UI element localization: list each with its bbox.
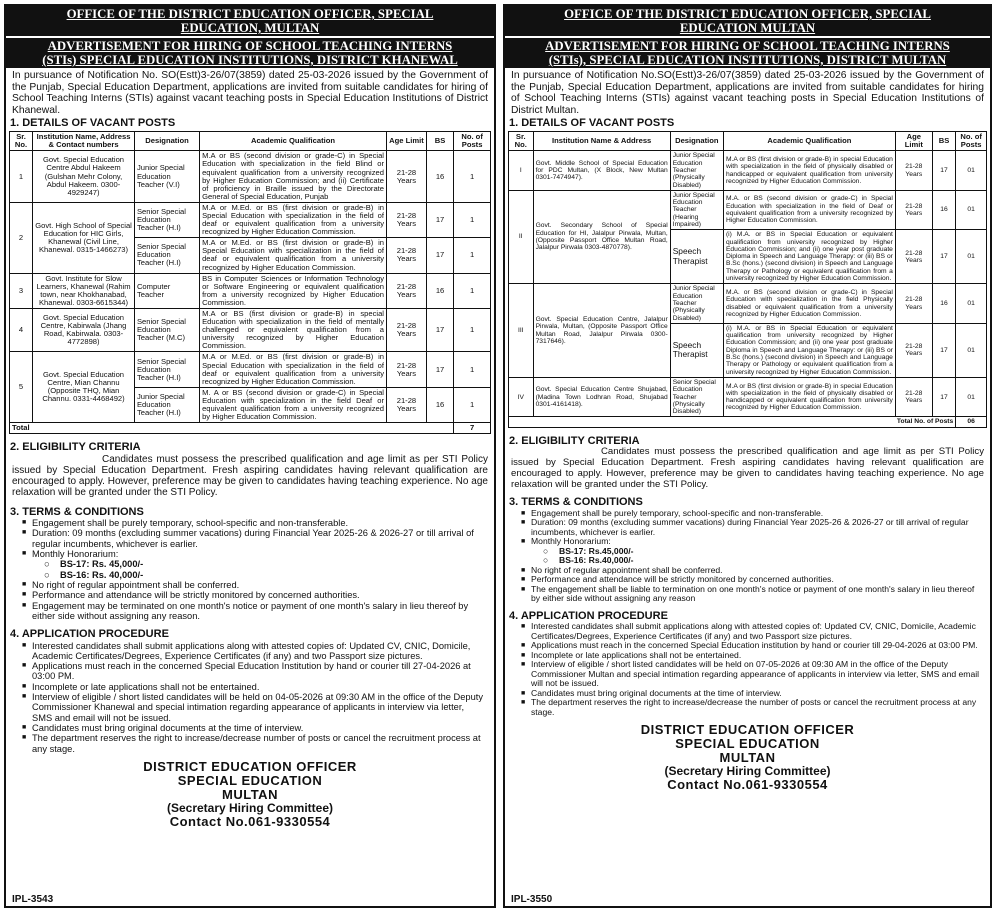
- terms-item: ■ Engagement may be terminated on one month's notice or payment of one month's salary in lieu thereof by either side without assigning any reason.: [32, 601, 486, 622]
- honorarium-label: Monthly Honorarium:: [32, 549, 119, 560]
- application-list: [6, 641, 494, 754]
- qualification-cell: M.A or BS (first division or grade-B) in special Education with specialization in the field of physically disabled or handicapped or equivalent qualification from university recognized by Higher Education Commission.: [723, 151, 895, 190]
- column-header: No. of Posts: [454, 131, 491, 151]
- qualification-cell: (i) M.A. or BS in Special Education or equivalent qualification from university recognized by Higher Education Commission; and (ii) one year post graduate Diploma in Speech and Language Therapy: or (iii) BS or B.Sc (hons.) (second division) in Speech and Language Therapy or Pathology or equivalent qualification from a university recognized by Higher Education Commission.: [723, 230, 895, 284]
- bs-cell: 17: [932, 151, 956, 190]
- table-row: [10, 273, 491, 308]
- application-heading: 4. APPLICATION PROCEDURE: [10, 628, 169, 641]
- column-header: Age Limit: [387, 131, 427, 151]
- posts-cell: 1: [454, 352, 491, 387]
- posts-cell: 1: [454, 202, 491, 237]
- institution-cell: Govt. Special Education Centre, Jalalpur Pirwala, Multan, (Opposite Passport Office Multan Road, Jalalpur Pirwala 0300-7317646).: [533, 284, 670, 378]
- vacant-posts-heading: 1. DETAILS OF VACANT POSTS: [10, 117, 176, 129]
- institution-cell: Govt. Special Education Centre Abdul Hakeem (Gulshan Mehr Colony, Abdul Hakeem. 0300-4929247): [33, 151, 135, 203]
- column-header: Designation: [134, 131, 199, 151]
- age-limit-cell: 21-28 Years: [895, 323, 932, 377]
- qualification-cell: M.A or M.Ed. or BS (first division or grade-B) in Special Education with specialization in the field of deaf or equivalent qualification from a university recognized by Higher Education Commission.: [200, 202, 387, 237]
- bs-cell: 17: [932, 323, 956, 377]
- table-row: [509, 377, 987, 416]
- terms-item: [32, 549, 486, 580]
- age-limit-cell: 21-28 Years: [895, 230, 932, 284]
- age-limit-cell: 21-28 Years: [387, 273, 427, 308]
- age-limit-cell: 21-28 Years: [387, 387, 427, 422]
- table-row: [10, 151, 491, 203]
- application-heading: 4. APPLICATION PROCEDURE: [509, 609, 668, 622]
- ipl-code: IPL-3543: [12, 894, 54, 905]
- serial-number: I: [509, 151, 534, 190]
- qualification-cell: (i) M.A. or BS in Special Education or equivalent qualification from university recognized by Higher Education Commission; and (ii) one year post graduate Diploma in Speech and Language Therapy: or (iii) BS or B.Sc (hons.) (second division) in Speech and Language Therapy or Pathology or equivalent qualification from a university recognized by Higher Education Commission.: [723, 323, 895, 377]
- table-row: [509, 151, 987, 190]
- terms-item: ■ No right of regular appointment shall be conferred.: [32, 580, 486, 590]
- signature-line: (Secretary Hiring Committee): [166, 800, 334, 815]
- posts-cell: 01: [956, 323, 987, 377]
- posts-cell: 1: [454, 309, 491, 352]
- serial-number: III: [509, 284, 534, 378]
- institution-cell: Govt. High School of Special Education for HIC Girls, Khanewal (Civil Line, Khanewal. 0315-1466273): [33, 202, 135, 273]
- serial-number: 3: [10, 273, 33, 308]
- ipl-code: IPL-3550: [511, 894, 553, 905]
- qualification-cell: M.A. or BS (second division or grade-C) in Special Education with specialization in the field Physically disabled or equivalent qualification from a university recognized by Higher Education Commission.: [723, 284, 895, 323]
- serial-number: IV: [509, 377, 534, 416]
- eligibility-text: Candidates must possess the prescribed qualification and age limit as per STI Policy issued by Special Education Department. Fresh aspiring candidates having relevant qualification are encouraged to apply. However, preference may be given to candidates having teaching experience. No age relaxation will be granted under the STI Policy.: [511, 446, 984, 490]
- application-item: ■ The department reserves the right to increase/decrease the number of posts or cancel the recruitment process at any stage.: [531, 698, 982, 717]
- designation-cell: Senior Special Education Teacher (M.C): [134, 309, 199, 352]
- honorarium-item: ○ BS-16: Rs.40,000/-: [559, 556, 982, 566]
- terms-list: [6, 518, 494, 621]
- table-total-row: [10, 423, 491, 434]
- institution-cell: Govt. Institute for Slow Learners, Khanewal (Rahim town, near Khokhanabad, Khanewal. 0303-6615344): [33, 273, 135, 308]
- terms-item: ■ Performance and attendance will be strictly monitored by concerned authorities.: [32, 590, 486, 600]
- honorarium-item: ○ BS-17: Rs.45,000/-: [559, 547, 982, 557]
- application-item: ■ Interested candidates shall submit applications along with attested copies of: Updated CV, CNIC, Domicile, Academic Certificates/Degrees, Experience Certificates (if any) and two Passport size pictures.: [32, 641, 486, 662]
- application-item: ■ Candidates must bring original documents at the time of interview.: [531, 689, 982, 699]
- designation-cell: Junior Special Education Teacher (Physically Disabled): [670, 284, 723, 323]
- column-header: BS: [932, 131, 956, 151]
- designation-cell: Senior Special Education Teacher (Physically Disabled): [670, 377, 723, 416]
- bs-cell: 16: [426, 151, 453, 203]
- application-item: ■ Interested candidates shall submit applications along with attested copies of: Updated CV, CNIC, Domicile, Academic Certificates/Degrees, Experience Certificates (if any) and two Passport size pictures.: [531, 622, 982, 641]
- terms-heading: 3. TERMS & CONDITIONS: [10, 505, 144, 518]
- designation-cell: Senior Special Education Teacher (H.I): [134, 352, 199, 387]
- application-item: ■ Incomplete or late applications shall not be entertained.: [32, 682, 486, 692]
- application-item: ■ Applications must reach in the concerned Special Education Institution by hand or courier till 27-04-2026 at 03:00 PM.: [32, 661, 486, 682]
- serial-number: 5: [10, 352, 33, 423]
- terms-heading: 3. TERMS & CONDITIONS: [509, 496, 643, 509]
- posts-cell: 1: [454, 273, 491, 308]
- intro-paragraph: In pursuance of Notification No.SO(Estt)3-26/07(3859) dated 25-03-2026 issued by the Government of the Punjab, Special Education Department, applications are invited from suitable candidates for hiring of School Teaching Interns (STIs) against vacant teaching posts in Special Education Institutions of District Multan.: [511, 70, 984, 116]
- column-header: No. of Posts: [956, 131, 987, 151]
- terms-item: ■ Duration: 09 months (excluding summer vacations) during Financial Year 2025-26 & 2026-27 or till arrival of regular incumbents, whichever is earlier.: [32, 528, 486, 549]
- table-row: [509, 190, 987, 229]
- qualification-cell: M.A. or BS (second division or grade-C) in Special Education with specialization in the field of Deaf or equivalent qualification from a university recognized by Higher Education Commission.: [723, 190, 895, 229]
- office-header: [6, 6, 494, 36]
- vacant-posts-table: [508, 131, 987, 428]
- institution-cell: Govt. Special Education Centre Shujabad, (Madina Town Lodhran Road, Shujabad 0301-4161418).: [533, 377, 670, 416]
- application-item: ■ Applications must reach in the concerned Special Education institution by hand or courier till 29-04-2026 at 03:00 PM.: [531, 641, 982, 651]
- qualification-cell: M.A or M.Ed. or BS (first division or grade-B) in Special Education with specialization in the field of deaf or equivalent qualification from a university recognized by Higher Education Commission.: [200, 352, 387, 387]
- serial-number: 1: [10, 151, 33, 203]
- serial-number: 4: [10, 309, 33, 352]
- column-header: Age Limit: [895, 131, 932, 151]
- designation-cell: Speech Therapist: [670, 230, 723, 284]
- bs-cell: 16: [426, 273, 453, 308]
- age-limit-cell: 21-28 Years: [387, 309, 427, 352]
- terms-item: ■ No right of regular appointment shall be conferred.: [531, 566, 982, 576]
- total-value: 06: [956, 417, 987, 427]
- signature-block: [6, 760, 494, 829]
- designation-cell: Junior Special Education Teacher (Hearing Impaired): [670, 190, 723, 229]
- advertisement-title: [6, 38, 494, 68]
- qualification-cell: M.A or BS (first division or grade-B) in special Education with specialization in the field of mentally challenged or equivalent qualification from a university recognized by Higher Education Commission.: [200, 309, 387, 352]
- signature-line: MULTAN: [719, 750, 776, 766]
- posts-cell: 1: [454, 238, 491, 273]
- vacant-posts-heading: 1. DETAILS OF VACANT POSTS: [509, 117, 675, 129]
- advertisement-khanewal: [4, 4, 496, 908]
- table-total-row: [509, 417, 987, 427]
- bs-cell: 17: [932, 230, 956, 284]
- bs-cell: 16: [426, 387, 453, 422]
- advertisement-title-line: ADVERTISEMENT FOR HIRING OF SCHOOL TEACHING INTERNS: [47, 39, 453, 53]
- office-header: [505, 6, 990, 36]
- institution-cell: Govt. Special Education Centre, Mian Channu (Opposite THQ, Mian Channu. 0331-4468492): [33, 352, 135, 423]
- bs-cell: 17: [426, 202, 453, 237]
- column-header: Sr. No.: [10, 131, 33, 151]
- qualification-cell: BS in Computer Sciences or Information Technology or Software Engineering or equivalent qualification from a university recognized by Higher Education Commission.: [200, 273, 387, 308]
- posts-cell: 01: [956, 284, 987, 323]
- age-limit-cell: 21-28 Years: [387, 238, 427, 273]
- advertisement-title: [505, 38, 990, 68]
- age-limit-cell: 21-28 Years: [895, 151, 932, 190]
- column-header: Sr. No.: [509, 131, 534, 151]
- contact-number: Contact No.061-9330554: [169, 813, 331, 829]
- institution-cell: Govt. Middle School of Special Education for PDC Multan, (X Block, New Multan 0301-7474947).: [533, 151, 670, 190]
- bs-cell: 17: [426, 352, 453, 387]
- serial-number: 2: [10, 202, 33, 273]
- table-header-row: [509, 131, 987, 151]
- honorarium-item: ○ BS-16: Rs. 40,000/-: [60, 570, 486, 580]
- posts-cell: 1: [454, 387, 491, 422]
- posts-cell: 01: [956, 190, 987, 229]
- application-item: ■ Candidates must bring original documents at the time of interview.: [32, 723, 486, 733]
- application-item: ■ Interview of eligible / short listed candidates will be held on 04-05-2026 at 09:30 AM in the office of the Deputy Commissioner Khanewal and special intimation regarding appearance of applicants in interview via letter, SMS and email will not be issued.: [32, 692, 486, 723]
- age-limit-cell: 21-28 Years: [895, 190, 932, 229]
- table-row: [10, 202, 491, 237]
- bs-cell: 16: [932, 284, 956, 323]
- age-limit-cell: 21-28 Years: [387, 352, 427, 387]
- bs-cell: 16: [932, 190, 956, 229]
- column-header: Designation: [670, 131, 723, 151]
- advertisement-title-line: (STIs), SPECIAL EDUCATION INSTITUTIONS, DISTRICT MULTAN: [548, 53, 947, 67]
- terms-item: ■ Engagement shall be purely temporary, school-specific and non-transferable.: [32, 518, 486, 528]
- serial-number: II: [509, 190, 534, 284]
- bs-cell: 17: [932, 377, 956, 416]
- column-header: Institution Name & Address: [533, 131, 670, 151]
- institution-cell: Govt. Special Education Centre, Kabirwala (Jhang Road, Kabirwala. 0303-4772898): [33, 309, 135, 352]
- honorarium-item: ○ BS-17: Rs. 45,000/-: [60, 559, 486, 569]
- posts-cell: 01: [956, 377, 987, 416]
- eligibility-heading: 2. ELIGIBILITY CRITERIA: [10, 441, 141, 454]
- signature-line: SPECIAL EDUCATION: [177, 772, 323, 788]
- age-limit-cell: 21-28 Years: [387, 202, 427, 237]
- designation-cell: Senior Special Education Teacher (H.I): [134, 238, 199, 273]
- qualification-cell: M.A or BS (first division or grade-B) in special Education with specialization in the field of physically disabled or handicapped or equivalent qualification from university recognized by Higher Education Commission.: [723, 377, 895, 416]
- column-header: BS: [426, 131, 453, 151]
- designation-cell: Computer Teacher: [134, 273, 199, 308]
- designation-cell: Junior Special Education Teacher (V.I): [134, 151, 199, 203]
- qualification-cell: M.A or BS (second division or grade-C) in Special Education with specialization in the field Blind or equivalent qualification from a university recognized by Higher Education Commission; and (ii) Certificate of proficiency in Braille issued by the Directorate General of Special Education, Punjab: [200, 151, 387, 203]
- age-limit-cell: 21-28 Years: [895, 377, 932, 416]
- honorarium-list: [32, 559, 486, 580]
- table-row: [10, 309, 491, 352]
- table-header-row: [10, 131, 491, 151]
- posts-cell: 01: [956, 230, 987, 284]
- signature-line: SPECIAL EDUCATION: [675, 736, 820, 752]
- terms-item: ■ The engagement shall be liable to termination on one month's notice or payment of one month's salary in lieu thereof by either side without assigning any reason: [531, 585, 982, 604]
- signature-block: [505, 723, 990, 792]
- signature-line: MULTAN: [222, 786, 278, 802]
- posts-cell: 01: [956, 151, 987, 190]
- honorarium-list: [531, 547, 982, 566]
- terms-item: ■ Performance and attendance will be strictly monitored by concerned authorities.: [531, 575, 982, 585]
- vacant-posts-table: [9, 131, 491, 435]
- table-row: [10, 352, 491, 387]
- column-header: Institution Name, Address & Contact numbers: [33, 131, 135, 151]
- honorarium-label: Monthly Honorarium:: [531, 536, 611, 547]
- column-header: Academic Qualification: [200, 131, 387, 151]
- eligibility-heading: 2. ELIGIBILITY CRITERIA: [509, 434, 640, 447]
- bs-cell: 17: [426, 309, 453, 352]
- office-header-line: OFFICE OF THE DISTRICT EDUCATION OFFICER, SPECIAL: [66, 7, 434, 21]
- application-item: ■ The department reserves the right to increase/decrease number of posts or cancel the recruitment process at any stage.: [32, 733, 486, 754]
- designation-cell: Senior Special Education Teacher (H.I): [134, 202, 199, 237]
- age-limit-cell: 21-28 Years: [895, 284, 932, 323]
- terms-list: [505, 509, 990, 604]
- terms-item: [531, 537, 982, 566]
- office-header-line: OFFICE OF THE DISTRICT EDUCATION OFFICER, SPECIAL: [564, 7, 931, 21]
- signature-line: DISTRICT EDUCATION OFFICER: [143, 758, 357, 774]
- application-item: ■ Interview of eligible / short listed candidates will be held on 07-05-2026 at 09:30 AM in the office of the Deputy Commissioner Multan and special intimation regarding appearance of applicants in interview via letter, SMS and email will not be issued.: [531, 660, 982, 689]
- office-header-line: EDUCATION MULTAN: [679, 21, 816, 35]
- total-label: Total: [10, 423, 454, 434]
- office-header-line: EDUCATION, MULTAN: [180, 21, 320, 35]
- signature-line: (Secretary Hiring Committee): [664, 764, 831, 779]
- terms-item: ■ Duration: 09 months (excluding summer vacations) during Financial Year 2025-26 & 2026-27 or till arrival of regular incumbents, whichever is earlier.: [531, 518, 982, 537]
- advertisement-title-line: ADVERTISEMENT FOR HIRING OF SCHOOL TEACHING INTERNS: [545, 39, 950, 53]
- contact-number: Contact No.061-9330554: [667, 777, 828, 793]
- eligibility-text: Candidates must possess the prescribed qualification and age limit as per STI Policy issued by Special Education Department. Fresh aspiring candidates having relevant qualification are encouraged to apply. However, preference may be given to candidates having teaching experience. No age relaxation will be granted under the STI Policy.: [12, 453, 488, 499]
- application-item: ■ Incomplete or late applications shall not be entertained.: [531, 651, 982, 661]
- table-row: [509, 284, 987, 323]
- terms-item: ■ Engagement shall be purely temporary, school-specific and non-transferable.: [531, 509, 982, 519]
- posts-cell: 1: [454, 151, 491, 203]
- designation-cell: Junior Special Education Teacher (H.I): [134, 387, 199, 422]
- designation-cell: Speech Therapist: [670, 323, 723, 377]
- age-limit-cell: 21-28 Years: [387, 151, 427, 203]
- institution-cell: Govt. Secondary School of Special Education for HI, Jalalpur Pirwala, Multan, (Opposite Passport Office Multan Road, Jalalpur Pirwala 0303-4870778).: [533, 190, 670, 284]
- intro-paragraph: In pursuance of Notification No. SO(Estt)3-26/07(3859) dated 25-03-2026 issued by the Government of the Punjab, Special Education Department, applications are invited from suitable candidates for hiring of School Teaching Interns (STIs) against vacant teaching posts in Special Education Institutions of District Khanewal.: [12, 70, 488, 116]
- application-list: [505, 622, 990, 717]
- qualification-cell: M. A or BS (second division or grade-C) in Special Education with specialization in the field Deaf or equivalent qualification from a university recognized by Higher Education Commission.: [200, 387, 387, 422]
- column-header: Academic Qualification: [723, 131, 895, 151]
- total-value: 7: [454, 423, 491, 434]
- total-label: Total No. of Posts: [509, 417, 956, 427]
- designation-cell: Junior Special Education Teacher (Physically Disabled): [670, 151, 723, 190]
- qualification-cell: M.A or M.Ed. or BS (first division or grade-B) in Special Education with specialization in the field of deaf or equivalent qualification from a university recognized by Higher Education Commission.: [200, 238, 387, 273]
- bs-cell: 17: [426, 238, 453, 273]
- advertisement-multan: [503, 4, 992, 908]
- advertisement-title-line: (STIs) SPECIAL EDUCATION INSTITUTIONS, DISTRICT KHANEWAL: [42, 53, 458, 67]
- signature-line: DISTRICT EDUCATION OFFICER: [640, 722, 855, 738]
